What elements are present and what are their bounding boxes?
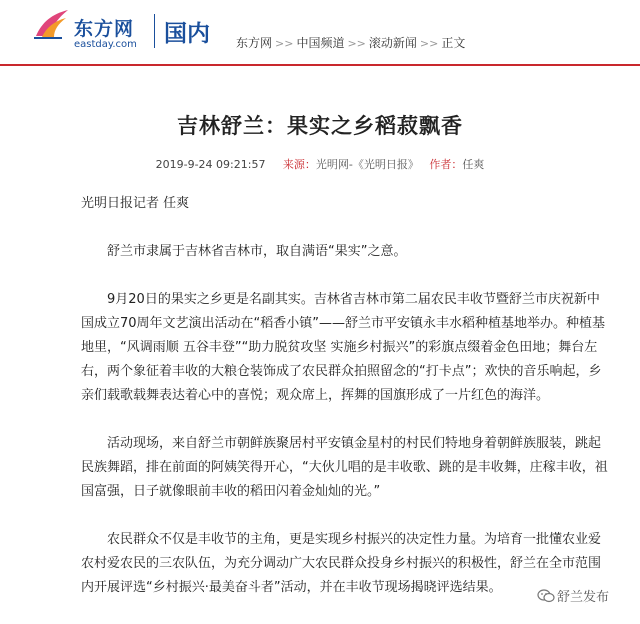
wechat-icon (537, 589, 555, 603)
flame-logo-icon (32, 8, 72, 40)
site-logo[interactable] (30, 6, 150, 56)
header-divider (154, 14, 155, 48)
section-title[interactable]: 国内 (164, 21, 210, 47)
author-value: 任爽 (462, 158, 485, 171)
brand-domain: eastday.com (74, 39, 137, 50)
header-red-rule (0, 64, 640, 66)
brand-name: 东方网 (74, 18, 135, 40)
breadcrumb-separator: >> (419, 37, 439, 50)
article-paragraph: 舒兰市隶属于吉林省吉林市，取自满语“果实”之意。 (107, 244, 407, 259)
article-title: 吉林舒兰：果实之乡稻菽飘香 (177, 114, 463, 139)
watermark-text: 舒兰发布 (557, 590, 610, 605)
article-byline: 光明日报记者 任爽 (81, 196, 190, 211)
source-label: 来源： (282, 158, 316, 171)
breadcrumb-home[interactable]: 东方网 (236, 36, 273, 50)
source-value[interactable]: 光明网-《光明日报》 (315, 158, 419, 171)
wechat-watermark (533, 585, 613, 607)
article-date: 2019-9-24 09:21:57 (155, 158, 266, 171)
article-body (81, 192, 611, 624)
author-label: 作者： (429, 158, 463, 171)
breadcrumb-separator: >> (275, 37, 294, 50)
breadcrumb-current: 正文 (441, 36, 466, 50)
article-paragraph: 农民群众不仅是丰收节的主角，更是实现乡村振兴的决定性力量。为培育一批懂农业爱农村爱农民的三农队伍，为充分调动广大农民群众投身乡村振兴的积极性，舒兰在全市范围内开展评选“乡村振兴·最美奋斗者”活动，并在丰收节现场揭晓评选结果。 (81, 532, 602, 595)
breadcrumb-rolling-news[interactable]: 滚动新闻 (368, 36, 417, 50)
site-header (0, 0, 640, 64)
breadcrumb-china-channel[interactable]: 中国频道 (296, 36, 345, 50)
breadcrumb-separator: >> (347, 37, 366, 50)
breadcrumb (236, 34, 465, 51)
article-meta (0, 156, 640, 172)
article-paragraph: 9月20日的果实之乡更是名副其实。吉林省吉林市第二届农民丰收节暨舒兰市庆祝新中国成立70周年文艺演出活动在“稻香小镇”——舒兰市平安镇永丰水稻种植基地举办。种植基地里，“风调雨顺 五谷丰登”“助力脱贫攻坚 实施乡村振兴”的彩旗点缀着金色田地；舞台左右，两个象征着丰收的大粮仓装饰成了农民群众拍照留念的“打卡点”；欢快的音乐响起，乡亲们载歌载舞表达着心中的喜悦；观众席上，挥舞的国旗形成了一片红色的海洋。 (81, 292, 606, 403)
article-paragraph: 活动现场，来自舒兰市朝鲜族聚居村平安镇金星村的村民们特地身着朝鲜族服装，跳起民族舞蹈，排在前面的阿姨笑得开心，“大伙儿唱的是丰收歌、跳的是丰收舞，庄稼丰收，祖国富强，日子就像眼前丰收的稻田闪着金灿灿的光。” (81, 436, 608, 499)
